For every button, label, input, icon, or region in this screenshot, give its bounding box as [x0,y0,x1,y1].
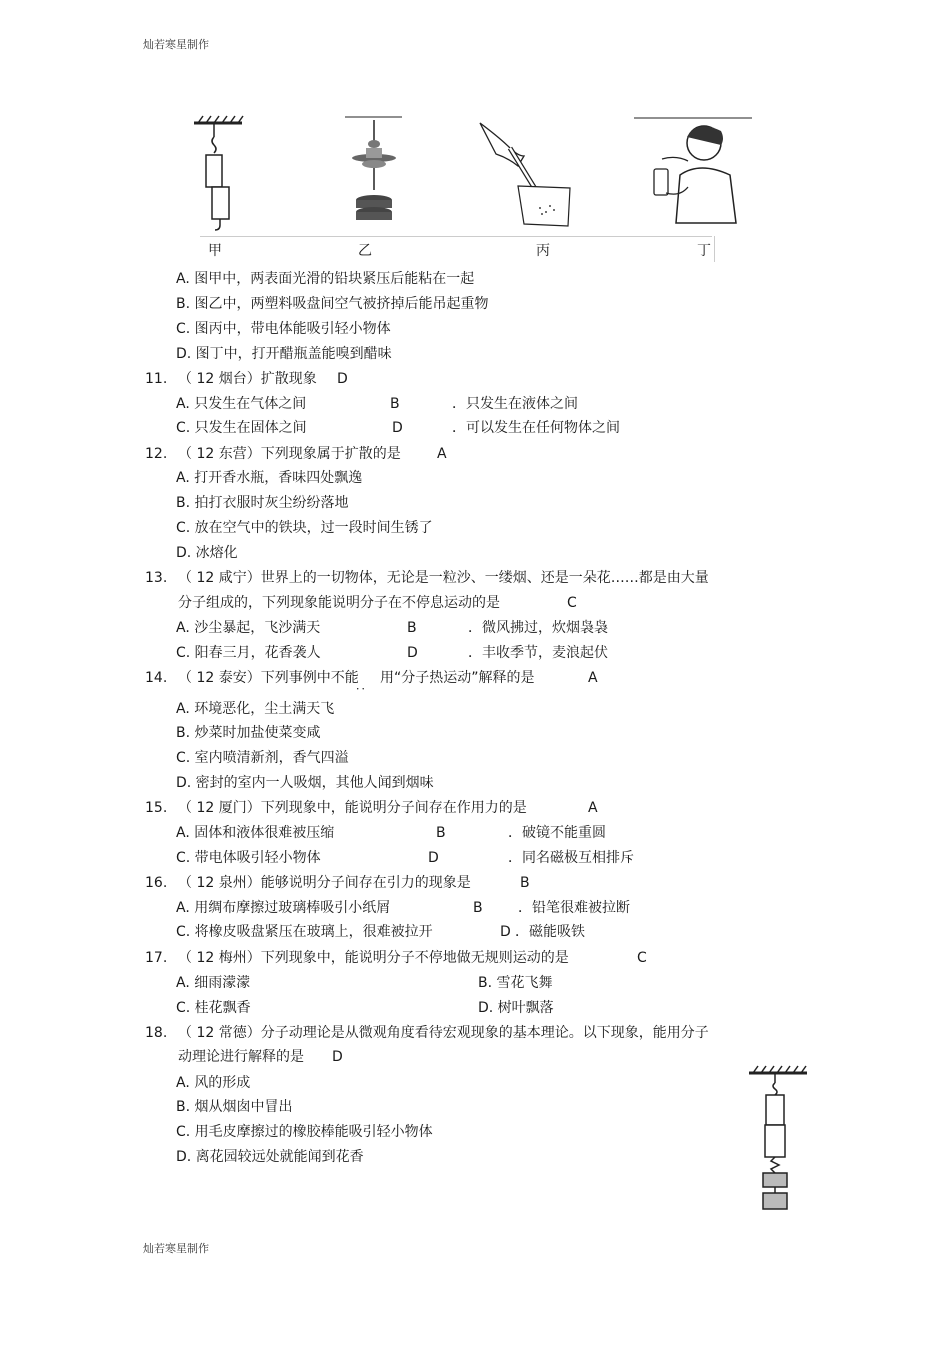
q15-option-d: ．同名磁极互相排斥 [508,850,634,866]
q18-option-a: A. 风的形成 [176,1075,251,1091]
q13-answer: C [567,595,577,611]
q15-option-d-letter: D [428,850,439,866]
q14-option-b: B. 炒菜时加盐使菜变咸 [176,725,321,741]
q16-option-b: ．铅笔很难被拉断 [518,900,630,916]
q13-option-d-letter: D [407,645,418,661]
q13-option-b-letter: B [407,620,417,636]
q13-option-b: ．微风拂过，炊烟袅袅 [468,620,608,636]
q16-option-a: A. 用绸布摩擦过玻璃棒吸引小纸屑 [176,900,391,916]
q14-stem-part2: 用“分子热运动”解释的是 [380,670,535,686]
q14-number: 14. [145,670,168,686]
q16-number: 16. [145,875,168,891]
q14-option-c: C. 室内喷清新剂，香气四溢 [176,750,349,766]
q12-stem: （ 12 东营）下列现象属于扩散的是 [178,446,401,462]
q10-option-c: C. 图丙中，带电体能吸引轻小物体 [176,321,391,337]
figure-ding-man-smelling [632,115,757,233]
q13-stem-line1: （ 12 咸宁）世界上的一切物体，无论是一粒沙、一缕烟、还是一朵花……都是由大量 [178,570,709,586]
q16-answer: B [520,875,530,891]
q11-option-d: ．可以发生在任何物体之间 [452,420,620,436]
figure-label-yi: 乙 [358,243,372,259]
q14-answer: A [588,670,598,686]
q18-option-c: C. 用毛皮摩擦过的橡胶棒能吸引轻小物体 [176,1124,433,1140]
q11-stem: （ 12 烟台）扩散现象 [178,371,317,387]
figure-jia-lead-blocks [190,115,250,235]
q13-number: 13. [145,570,168,586]
q11-option-a: A. 只发生在气体之间 [176,396,307,412]
q12-answer: A [437,446,447,462]
q12-option-c: C. 放在空气中的铁块，过一段时间生锈了 [176,520,433,536]
q14-emphasis-dots: ．． [356,679,373,692]
q10-option-d: D. 图丁中，打开醋瓶盖能嗅到醋味 [176,346,392,362]
q15-number: 15. [145,800,168,816]
q13-option-a: A. 沙尘暴起，飞沙满天 [176,620,321,636]
q18-answer: D [332,1049,343,1065]
q11-answer: D [337,371,348,387]
q17-number: 17. [145,950,168,966]
q11-option-b-letter: B [390,396,400,412]
figure-divider [200,236,712,237]
q18-stem-line2: 动理论进行解释的是 [178,1049,304,1065]
figure-label-bing: 丙 [536,243,550,259]
figure-yi-suction-cups [340,112,410,232]
q15-option-b-letter: B [436,825,446,841]
q16-option-b-letter: B [473,900,483,916]
q16-stem: （ 12 泉州）能够说明分子间存在引力的现象是 [178,875,471,891]
q17-option-b: B. 雪花飞舞 [478,975,553,991]
figure-label-jia: 甲 [208,243,222,259]
q15-stem: （ 12 厦门）下列现象中，能说明分子间存在作用力的是 [178,800,527,816]
q18-option-d: D. 离花园较远处就能闻到花香 [176,1149,364,1165]
q16-option-d-letter: D [500,924,511,940]
figure-bing-charged-rod [470,118,580,233]
q13-option-c: C. 阳春三月，花香袭人 [176,645,321,661]
q17-option-a: A. 细雨濛濛 [176,975,251,991]
q12-option-d: D. 冰熔化 [176,545,238,561]
q17-option-d: D. 树叶飘落 [478,1000,554,1016]
q17-answer: C [637,950,647,966]
q16-option-d: ．磁能吸铁 [515,924,585,940]
q15-option-c: C. 带电体吸引轻小物体 [176,850,321,866]
q17-stem: （ 12 梅州）下列现象中，能说明分子不停地做无规则运动的是 [178,950,569,966]
q14-stem-part1: （ 12 泰安）下列事例中不能 [178,670,359,686]
q12-option-a: A. 打开香水瓶，香味四处飘逸 [176,470,363,486]
q15-answer: A [588,800,598,816]
q15-option-a: A. 固体和液体很难被压缩 [176,825,335,841]
q18-number: 18. [145,1025,168,1041]
q10-option-a: A. 图甲中，两表面光滑的铅块紧压后能粘在一起 [176,271,475,287]
figure-border [714,236,715,262]
q17-option-c: C. 桂花飘香 [176,1000,251,1016]
q12-number: 12. [145,446,168,462]
q14-option-a: A. 环境恶化，尘土满天飞 [176,701,335,717]
header-top: 灿若寒星制作 [143,38,209,51]
q18-stem-line1: （ 12 常德）分子动理论是从微观角度看待宏观现象的基本理论。以下现象，能用分子 [178,1025,709,1041]
q12-option-b: B. 拍打衣服时灰尘纷纷落地 [176,495,349,511]
figure-lead-blocks-weights [745,1065,810,1215]
q18-option-b: B. 烟从烟囱中冒出 [176,1099,293,1115]
figure-label-ding: 丁 [697,243,711,259]
q13-option-d: ．丰收季节，麦浪起伏 [468,645,608,661]
q16-option-c: C. 将橡皮吸盘紧压在玻璃上，很难被拉开 [176,924,433,940]
q11-option-b: ．只发生在液体之间 [452,396,578,412]
q15-option-b: ．破镜不能重圆 [508,825,606,841]
q10-option-b: B. 图乙中，两塑料吸盘间空气被挤掉后能吊起重物 [176,296,489,312]
q11-option-c: C. 只发生在固体之间 [176,420,307,436]
q11-number: 11. [145,371,168,387]
q14-option-d: D. 密封的室内一人吸烟，其他人闻到烟味 [176,775,434,791]
q11-option-d-letter: D [392,420,403,436]
footer: 灿若寒星制作 [143,1242,209,1255]
q13-stem-line2: 分子组成的，下列现象能说明分子在不停息运动的是 [178,595,500,611]
